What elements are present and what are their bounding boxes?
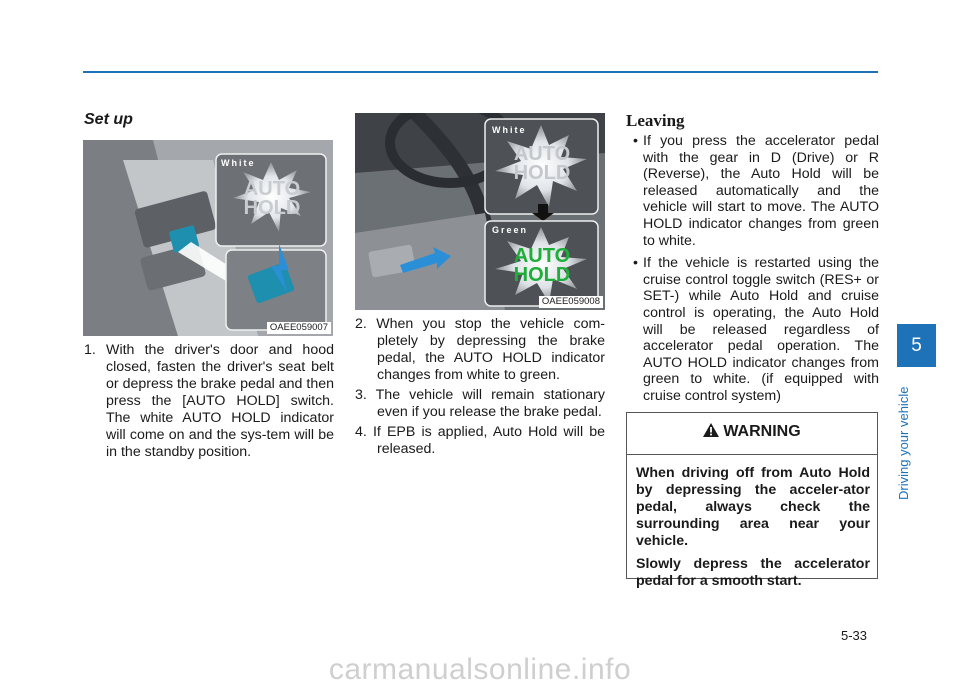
- bullet-icon: •: [633, 255, 638, 272]
- top-rule: [83, 71, 878, 73]
- auto-hold-indicator-white: AUTO HOLD: [513, 143, 571, 184]
- setup-heading: Set up: [84, 111, 133, 128]
- step-item: 4. If EPB is applied, Auto Hold will be released.: [355, 424, 605, 457]
- page-number: 5-33: [841, 628, 868, 643]
- bullet-item: • If you press the accelerator pedal with the gear in D (Drive) or R (Reverse), the Auto Hold will be released automatically and the vehicle will start to move. The AUTO HOLD indicator changes from green to white.: [633, 133, 879, 249]
- auto-hold-indicator-white: AUTO HOLD: [243, 178, 301, 219]
- setup-steps-list-a: [84, 342, 334, 464]
- indicator-color-label: White: [221, 158, 256, 168]
- warning-divider: [627, 454, 877, 455]
- step-item: 2. When you stop the vehicle com-pletely by depressing the brake pedal, the AUTO HOLD indicator changes from white to green.: [355, 316, 606, 383]
- chapter-number-tab: 5: [897, 324, 936, 367]
- figure-auto-hold-switch: [83, 140, 333, 336]
- warning-triangle-icon: [703, 423, 719, 437]
- leaving-bullet-list: [627, 133, 879, 411]
- auto-hold-indicator-green: AUTO HOLD: [513, 245, 571, 286]
- watermark: carmanualsonline.info: [328, 653, 632, 686]
- warning-header: WARNING: [627, 423, 877, 441]
- green-indicator-label: Green: [492, 225, 529, 235]
- figure-caption: OAEE059007: [267, 322, 331, 334]
- figure-caption: OAEE059008: [539, 296, 603, 308]
- bullet-item: • If the vehicle is restarted using the cruise control toggle switch (RES+ or SET-) while Auto Hold and cruise control is operating, the Auto Hold will be released regardless of accelerator pedal operation. The AUTO HOLD indicator changes from green to white. (if equipped with cruise control system): [633, 255, 879, 404]
- warning-paragraph: Slowly depress the accelerator pedal for a smooth start.: [636, 556, 870, 589]
- warning-paragraph: When driving off from Auto Hold by depressing the acceler-ator pedal, always check the surrounding area near your vehicle.: [636, 465, 870, 549]
- white-indicator-label: White: [492, 125, 527, 135]
- warning-box: [626, 412, 878, 589]
- leaving-heading: Leaving: [626, 111, 685, 130]
- auto-hold-switch-illustration: [83, 140, 333, 336]
- setup-steps-list-b: [355, 316, 605, 461]
- figure-auto-hold-indicator: [355, 113, 605, 310]
- chapter-title: Driving your vehicle: [896, 386, 911, 500]
- step-item: 3. The vehicle will remain stationary even if you release the brake pedal.: [355, 387, 605, 420]
- bullet-icon: •: [633, 133, 638, 149]
- warning-body: [636, 465, 870, 596]
- step-item: 1. With the driver's door and hood closed, fasten the driver's seat belt or depress the brake pedal and then press the [AUTO HOLD] switch. The white AUTO HOLD indicator will come on and the sys-tem will be in the standby position.: [84, 342, 334, 460]
